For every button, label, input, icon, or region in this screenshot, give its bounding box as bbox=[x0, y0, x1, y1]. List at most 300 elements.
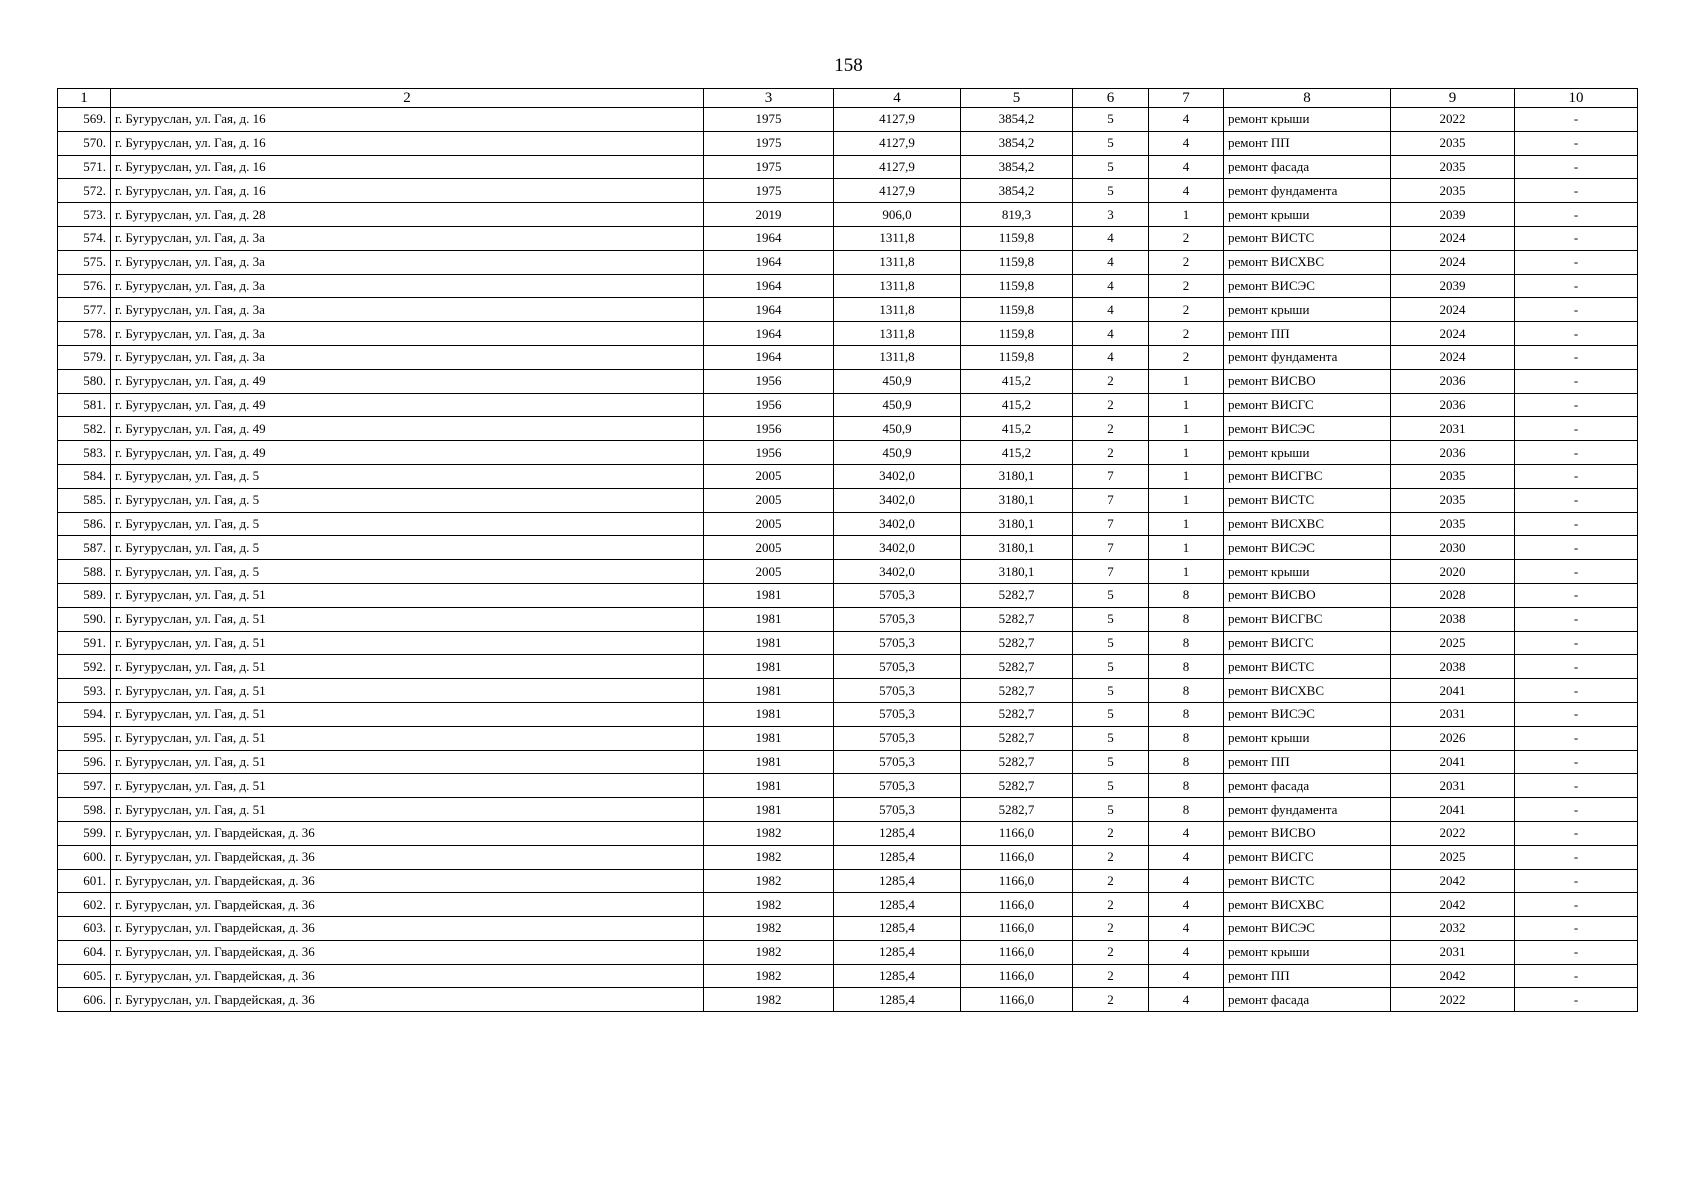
cell-total-area: 5705,3 bbox=[834, 607, 961, 631]
cell-row-number: 604. bbox=[58, 940, 111, 964]
cell-address: г. Бугуруслан, ул. Гая, д. 49 bbox=[111, 369, 704, 393]
cell-total-area: 1285,4 bbox=[834, 893, 961, 917]
cell-row-number: 593. bbox=[58, 679, 111, 703]
cell-build-year: 1981 bbox=[704, 726, 834, 750]
cell-note: - bbox=[1515, 607, 1638, 631]
table-row bbox=[58, 108, 1638, 132]
cell-planned-year: 2031 bbox=[1391, 702, 1515, 726]
cell-entrances: 4 bbox=[1149, 988, 1224, 1012]
cell-planned-year: 2031 bbox=[1391, 417, 1515, 441]
table-row bbox=[58, 917, 1638, 941]
cell-work-type: ремонт ПП bbox=[1224, 964, 1391, 988]
cell-note: - bbox=[1515, 393, 1638, 417]
cell-address: г. Бугуруслан, ул. Гая, д. 3а bbox=[111, 298, 704, 322]
cell-planned-year: 2036 bbox=[1391, 369, 1515, 393]
table-header-row bbox=[58, 89, 1638, 108]
cell-floors: 4 bbox=[1073, 250, 1149, 274]
cell-entrances: 1 bbox=[1149, 560, 1224, 584]
cell-floors: 5 bbox=[1073, 179, 1149, 203]
cell-row-number: 579. bbox=[58, 345, 111, 369]
cell-work-type: ремонт ВИСХВС bbox=[1224, 893, 1391, 917]
cell-address: г. Бугуруслан, ул. Гая, д. 16 bbox=[111, 179, 704, 203]
table-row bbox=[58, 655, 1638, 679]
cell-work-type: ремонт ВИСГВС bbox=[1224, 607, 1391, 631]
cell-work-type: ремонт ПП bbox=[1224, 322, 1391, 346]
cell-row-number: 601. bbox=[58, 869, 111, 893]
cell-build-year: 1975 bbox=[704, 179, 834, 203]
cell-total-area: 5705,3 bbox=[834, 750, 961, 774]
column-header-4: 4 bbox=[834, 89, 961, 108]
cell-total-area: 5705,3 bbox=[834, 631, 961, 655]
cell-row-number: 576. bbox=[58, 274, 111, 298]
cell-entrances: 2 bbox=[1149, 250, 1224, 274]
table-row bbox=[58, 369, 1638, 393]
table-row bbox=[58, 560, 1638, 584]
cell-note: - bbox=[1515, 964, 1638, 988]
cell-floors: 2 bbox=[1073, 417, 1149, 441]
cell-planned-year: 2030 bbox=[1391, 536, 1515, 560]
cell-planned-year: 2042 bbox=[1391, 893, 1515, 917]
cell-row-number: 598. bbox=[58, 798, 111, 822]
cell-entrances: 4 bbox=[1149, 940, 1224, 964]
cell-build-year: 1981 bbox=[704, 702, 834, 726]
cell-work-type: ремонт крыши bbox=[1224, 203, 1391, 227]
cell-entrances: 1 bbox=[1149, 203, 1224, 227]
cell-entrances: 1 bbox=[1149, 441, 1224, 465]
cell-living-area: 3180,1 bbox=[961, 488, 1073, 512]
cell-build-year: 1964 bbox=[704, 322, 834, 346]
cell-build-year: 1981 bbox=[704, 774, 834, 798]
cell-living-area: 5282,7 bbox=[961, 679, 1073, 703]
cell-planned-year: 2041 bbox=[1391, 798, 1515, 822]
table-row bbox=[58, 869, 1638, 893]
cell-floors: 7 bbox=[1073, 464, 1149, 488]
cell-work-type: ремонт ВИСГВС bbox=[1224, 464, 1391, 488]
cell-living-area: 1166,0 bbox=[961, 917, 1073, 941]
cell-floors: 4 bbox=[1073, 274, 1149, 298]
cell-build-year: 2005 bbox=[704, 560, 834, 584]
cell-address: г. Бугуруслан, ул. Гая, д. 51 bbox=[111, 750, 704, 774]
cell-planned-year: 2031 bbox=[1391, 774, 1515, 798]
cell-entrances: 2 bbox=[1149, 322, 1224, 346]
cell-address: г. Бугуруслан, ул. Гвардейская, д. 36 bbox=[111, 940, 704, 964]
cell-address: г. Бугуруслан, ул. Гая, д. 51 bbox=[111, 583, 704, 607]
cell-note: - bbox=[1515, 488, 1638, 512]
table-row bbox=[58, 393, 1638, 417]
cell-note: - bbox=[1515, 441, 1638, 465]
cell-build-year: 1956 bbox=[704, 417, 834, 441]
cell-note: - bbox=[1515, 179, 1638, 203]
cell-total-area: 1285,4 bbox=[834, 917, 961, 941]
cell-living-area: 5282,7 bbox=[961, 702, 1073, 726]
cell-entrances: 1 bbox=[1149, 393, 1224, 417]
cell-build-year: 2019 bbox=[704, 203, 834, 227]
cell-note: - bbox=[1515, 108, 1638, 132]
table-row bbox=[58, 322, 1638, 346]
cell-work-type: ремонт крыши bbox=[1224, 298, 1391, 322]
table-row bbox=[58, 226, 1638, 250]
cell-total-area: 5705,3 bbox=[834, 679, 961, 703]
cell-total-area: 3402,0 bbox=[834, 512, 961, 536]
cell-note: - bbox=[1515, 203, 1638, 227]
cell-living-area: 3854,2 bbox=[961, 108, 1073, 132]
cell-total-area: 4127,9 bbox=[834, 155, 961, 179]
table-row bbox=[58, 583, 1638, 607]
cell-work-type: ремонт ПП bbox=[1224, 750, 1391, 774]
cell-entrances: 4 bbox=[1149, 179, 1224, 203]
cell-note: - bbox=[1515, 131, 1638, 155]
cell-planned-year: 2039 bbox=[1391, 203, 1515, 227]
cell-entrances: 2 bbox=[1149, 298, 1224, 322]
cell-living-area: 3854,2 bbox=[961, 155, 1073, 179]
cell-row-number: 569. bbox=[58, 108, 111, 132]
cell-total-area: 5705,3 bbox=[834, 655, 961, 679]
cell-build-year: 1982 bbox=[704, 964, 834, 988]
cell-entrances: 4 bbox=[1149, 108, 1224, 132]
cell-address: г. Бугуруслан, ул. Гая, д. 16 bbox=[111, 131, 704, 155]
cell-work-type: ремонт ВИСГС bbox=[1224, 845, 1391, 869]
cell-build-year: 1975 bbox=[704, 131, 834, 155]
cell-note: - bbox=[1515, 726, 1638, 750]
cell-entrances: 2 bbox=[1149, 274, 1224, 298]
cell-living-area: 3180,1 bbox=[961, 560, 1073, 584]
cell-build-year: 2005 bbox=[704, 488, 834, 512]
column-header-3: 3 bbox=[704, 89, 834, 108]
table-row bbox=[58, 964, 1638, 988]
cell-address: г. Бугуруслан, ул. Гвардейская, д. 36 bbox=[111, 893, 704, 917]
cell-work-type: ремонт фасада bbox=[1224, 988, 1391, 1012]
cell-floors: 5 bbox=[1073, 702, 1149, 726]
cell-entrances: 8 bbox=[1149, 655, 1224, 679]
cell-build-year: 1981 bbox=[704, 798, 834, 822]
cell-work-type: ремонт ВИСВО bbox=[1224, 583, 1391, 607]
cell-row-number: 588. bbox=[58, 560, 111, 584]
cell-floors: 2 bbox=[1073, 917, 1149, 941]
cell-address: г. Бугуруслан, ул. Гвардейская, д. 36 bbox=[111, 821, 704, 845]
cell-floors: 5 bbox=[1073, 798, 1149, 822]
cell-living-area: 3854,2 bbox=[961, 131, 1073, 155]
cell-total-area: 1311,8 bbox=[834, 322, 961, 346]
cell-entrances: 1 bbox=[1149, 464, 1224, 488]
cell-work-type: ремонт ВИСЭС bbox=[1224, 536, 1391, 560]
cell-build-year: 1981 bbox=[704, 583, 834, 607]
cell-note: - bbox=[1515, 869, 1638, 893]
table-row bbox=[58, 702, 1638, 726]
cell-row-number: 596. bbox=[58, 750, 111, 774]
cell-row-number: 582. bbox=[58, 417, 111, 441]
cell-note: - bbox=[1515, 274, 1638, 298]
cell-work-type: ремонт крыши bbox=[1224, 560, 1391, 584]
cell-build-year: 1982 bbox=[704, 940, 834, 964]
cell-planned-year: 2035 bbox=[1391, 179, 1515, 203]
cell-row-number: 570. bbox=[58, 131, 111, 155]
column-header-5: 5 bbox=[961, 89, 1073, 108]
cell-planned-year: 2035 bbox=[1391, 131, 1515, 155]
cell-living-area: 3180,1 bbox=[961, 464, 1073, 488]
cell-floors: 7 bbox=[1073, 560, 1149, 584]
cell-row-number: 583. bbox=[58, 441, 111, 465]
cell-floors: 5 bbox=[1073, 108, 1149, 132]
cell-work-type: ремонт фасада bbox=[1224, 155, 1391, 179]
table-row bbox=[58, 726, 1638, 750]
cell-total-area: 1285,4 bbox=[834, 821, 961, 845]
cell-floors: 7 bbox=[1073, 512, 1149, 536]
cell-total-area: 4127,9 bbox=[834, 108, 961, 132]
cell-total-area: 450,9 bbox=[834, 369, 961, 393]
cell-planned-year: 2022 bbox=[1391, 988, 1515, 1012]
cell-total-area: 3402,0 bbox=[834, 464, 961, 488]
cell-planned-year: 2032 bbox=[1391, 917, 1515, 941]
cell-floors: 4 bbox=[1073, 345, 1149, 369]
cell-build-year: 1956 bbox=[704, 369, 834, 393]
cell-living-area: 1166,0 bbox=[961, 821, 1073, 845]
cell-entrances: 1 bbox=[1149, 488, 1224, 512]
cell-address: г. Бугуруслан, ул. Гая, д. 16 bbox=[111, 155, 704, 179]
cell-living-area: 819,3 bbox=[961, 203, 1073, 227]
cell-living-area: 5282,7 bbox=[961, 607, 1073, 631]
cell-work-type: ремонт ВИСХВС bbox=[1224, 679, 1391, 703]
cell-living-area: 3180,1 bbox=[961, 512, 1073, 536]
cell-row-number: 600. bbox=[58, 845, 111, 869]
cell-build-year: 2005 bbox=[704, 464, 834, 488]
cell-address: г. Бугуруслан, ул. Гая, д. 51 bbox=[111, 631, 704, 655]
cell-living-area: 1159,8 bbox=[961, 250, 1073, 274]
cell-address: г. Бугуруслан, ул. Гая, д. 51 bbox=[111, 607, 704, 631]
cell-planned-year: 2024 bbox=[1391, 250, 1515, 274]
cell-living-area: 1166,0 bbox=[961, 869, 1073, 893]
cell-entrances: 4 bbox=[1149, 917, 1224, 941]
cell-work-type: ремонт ВИСТС bbox=[1224, 869, 1391, 893]
cell-total-area: 1311,8 bbox=[834, 298, 961, 322]
table-row bbox=[58, 179, 1638, 203]
cell-row-number: 586. bbox=[58, 512, 111, 536]
cell-row-number: 573. bbox=[58, 203, 111, 227]
column-header-2: 2 bbox=[111, 89, 704, 108]
table-row bbox=[58, 298, 1638, 322]
cell-row-number: 574. bbox=[58, 226, 111, 250]
cell-living-area: 5282,7 bbox=[961, 750, 1073, 774]
cell-note: - bbox=[1515, 750, 1638, 774]
cell-planned-year: 2042 bbox=[1391, 869, 1515, 893]
cell-work-type: ремонт фасада bbox=[1224, 774, 1391, 798]
cell-living-area: 415,2 bbox=[961, 417, 1073, 441]
cell-entrances: 2 bbox=[1149, 226, 1224, 250]
cell-total-area: 450,9 bbox=[834, 417, 961, 441]
table-row bbox=[58, 155, 1638, 179]
cell-work-type: ремонт фундамента bbox=[1224, 798, 1391, 822]
cell-living-area: 1159,8 bbox=[961, 298, 1073, 322]
table-row bbox=[58, 821, 1638, 845]
cell-row-number: 578. bbox=[58, 322, 111, 346]
cell-build-year: 2005 bbox=[704, 512, 834, 536]
cell-living-area: 1159,8 bbox=[961, 274, 1073, 298]
cell-entrances: 4 bbox=[1149, 131, 1224, 155]
cell-living-area: 415,2 bbox=[961, 369, 1073, 393]
cell-address: г. Бугуруслан, ул. Гая, д. 49 bbox=[111, 441, 704, 465]
cell-floors: 2 bbox=[1073, 869, 1149, 893]
table-row bbox=[58, 798, 1638, 822]
cell-build-year: 1981 bbox=[704, 631, 834, 655]
cell-build-year: 1982 bbox=[704, 821, 834, 845]
cell-note: - bbox=[1515, 917, 1638, 941]
cell-address: г. Бугуруслан, ул. Гая, д. 3а bbox=[111, 250, 704, 274]
column-header-10: 10 bbox=[1515, 89, 1638, 108]
cell-address: г. Бугуруслан, ул. Гая, д. 49 bbox=[111, 393, 704, 417]
table-row bbox=[58, 417, 1638, 441]
cell-note: - bbox=[1515, 512, 1638, 536]
table-row bbox=[58, 536, 1638, 560]
cell-note: - bbox=[1515, 226, 1638, 250]
table-row bbox=[58, 488, 1638, 512]
column-header-1: 1 bbox=[58, 89, 111, 108]
column-header-9: 9 bbox=[1391, 89, 1515, 108]
cell-entrances: 1 bbox=[1149, 512, 1224, 536]
cell-build-year: 1964 bbox=[704, 345, 834, 369]
cell-total-area: 1285,4 bbox=[834, 845, 961, 869]
cell-total-area: 5705,3 bbox=[834, 798, 961, 822]
cell-row-number: 581. bbox=[58, 393, 111, 417]
cell-note: - bbox=[1515, 560, 1638, 584]
cell-total-area: 450,9 bbox=[834, 441, 961, 465]
cell-living-area: 3180,1 bbox=[961, 536, 1073, 560]
cell-total-area: 3402,0 bbox=[834, 536, 961, 560]
cell-address: г. Бугуруслан, ул. Гая, д. 51 bbox=[111, 798, 704, 822]
cell-floors: 5 bbox=[1073, 750, 1149, 774]
cell-row-number: 590. bbox=[58, 607, 111, 631]
cell-living-area: 5282,7 bbox=[961, 798, 1073, 822]
cell-floors: 2 bbox=[1073, 964, 1149, 988]
cell-total-area: 5705,3 bbox=[834, 726, 961, 750]
cell-planned-year: 2024 bbox=[1391, 298, 1515, 322]
table-row bbox=[58, 441, 1638, 465]
cell-living-area: 1159,8 bbox=[961, 345, 1073, 369]
cell-work-type: ремонт ВИСТС bbox=[1224, 488, 1391, 512]
cell-build-year: 1982 bbox=[704, 869, 834, 893]
cell-planned-year: 2024 bbox=[1391, 345, 1515, 369]
cell-build-year: 1982 bbox=[704, 917, 834, 941]
cell-total-area: 5705,3 bbox=[834, 774, 961, 798]
cell-row-number: 585. bbox=[58, 488, 111, 512]
cell-address: г. Бугуруслан, ул. Гвардейская, д. 36 bbox=[111, 964, 704, 988]
cell-row-number: 577. bbox=[58, 298, 111, 322]
cell-work-type: ремонт ВИСХВС bbox=[1224, 250, 1391, 274]
cell-note: - bbox=[1515, 702, 1638, 726]
cell-work-type: ремонт фундамента bbox=[1224, 179, 1391, 203]
cell-floors: 5 bbox=[1073, 726, 1149, 750]
cell-row-number: 592. bbox=[58, 655, 111, 679]
cell-planned-year: 2025 bbox=[1391, 845, 1515, 869]
cell-total-area: 1285,4 bbox=[834, 988, 961, 1012]
cell-note: - bbox=[1515, 369, 1638, 393]
cell-total-area: 1311,8 bbox=[834, 345, 961, 369]
table-row bbox=[58, 203, 1638, 227]
cell-note: - bbox=[1515, 155, 1638, 179]
cell-living-area: 1159,8 bbox=[961, 322, 1073, 346]
cell-work-type: ремонт ВИСГС bbox=[1224, 393, 1391, 417]
cell-entrances: 8 bbox=[1149, 750, 1224, 774]
cell-address: г. Бугуруслан, ул. Гая, д. 16 bbox=[111, 108, 704, 132]
table-row bbox=[58, 988, 1638, 1012]
cell-row-number: 606. bbox=[58, 988, 111, 1012]
cell-planned-year: 2025 bbox=[1391, 631, 1515, 655]
cell-floors: 4 bbox=[1073, 298, 1149, 322]
table-row bbox=[58, 345, 1638, 369]
cell-entrances: 8 bbox=[1149, 679, 1224, 703]
cell-note: - bbox=[1515, 631, 1638, 655]
cell-living-area: 1159,8 bbox=[961, 226, 1073, 250]
cell-note: - bbox=[1515, 536, 1638, 560]
cell-work-type: ремонт ВИСЭС bbox=[1224, 417, 1391, 441]
cell-note: - bbox=[1515, 893, 1638, 917]
cell-floors: 2 bbox=[1073, 821, 1149, 845]
cell-entrances: 4 bbox=[1149, 893, 1224, 917]
cell-work-type: ремонт ВИСТС bbox=[1224, 655, 1391, 679]
cell-note: - bbox=[1515, 845, 1638, 869]
cell-address: г. Бугуруслан, ул. Гвардейская, д. 36 bbox=[111, 869, 704, 893]
table-row bbox=[58, 464, 1638, 488]
cell-floors: 2 bbox=[1073, 441, 1149, 465]
table-row bbox=[58, 893, 1638, 917]
table-body bbox=[58, 108, 1638, 1012]
cell-row-number: 591. bbox=[58, 631, 111, 655]
cell-row-number: 599. bbox=[58, 821, 111, 845]
cell-total-area: 906,0 bbox=[834, 203, 961, 227]
cell-work-type: ремонт ВИСВО bbox=[1224, 369, 1391, 393]
table-row bbox=[58, 679, 1638, 703]
cell-planned-year: 2041 bbox=[1391, 750, 1515, 774]
cell-total-area: 5705,3 bbox=[834, 583, 961, 607]
table-row bbox=[58, 250, 1638, 274]
cell-row-number: 597. bbox=[58, 774, 111, 798]
cell-planned-year: 2038 bbox=[1391, 607, 1515, 631]
cell-floors: 5 bbox=[1073, 631, 1149, 655]
column-header-6: 6 bbox=[1073, 89, 1149, 108]
cell-build-year: 1956 bbox=[704, 441, 834, 465]
cell-work-type: ремонт ВИСГС bbox=[1224, 631, 1391, 655]
cell-planned-year: 2039 bbox=[1391, 274, 1515, 298]
cell-living-area: 5282,7 bbox=[961, 655, 1073, 679]
cell-row-number: 587. bbox=[58, 536, 111, 560]
cell-entrances: 1 bbox=[1149, 536, 1224, 560]
cell-total-area: 1311,8 bbox=[834, 250, 961, 274]
cell-address: г. Бугуруслан, ул. Гая, д. 5 bbox=[111, 512, 704, 536]
cell-work-type: ремонт ПП bbox=[1224, 131, 1391, 155]
table-row bbox=[58, 631, 1638, 655]
cell-address: г. Бугуруслан, ул. Гая, д. 5 bbox=[111, 536, 704, 560]
cell-total-area: 1311,8 bbox=[834, 274, 961, 298]
cell-entrances: 8 bbox=[1149, 607, 1224, 631]
cell-floors: 5 bbox=[1073, 607, 1149, 631]
cell-row-number: 602. bbox=[58, 893, 111, 917]
cell-work-type: ремонт крыши bbox=[1224, 940, 1391, 964]
cell-note: - bbox=[1515, 774, 1638, 798]
cell-address: г. Бугуруслан, ул. Гая, д. 28 bbox=[111, 203, 704, 227]
cell-address: г. Бугуруслан, ул. Гая, д. 49 bbox=[111, 417, 704, 441]
cell-note: - bbox=[1515, 322, 1638, 346]
cell-work-type: ремонт ВИСЭС bbox=[1224, 917, 1391, 941]
cell-entrances: 2 bbox=[1149, 345, 1224, 369]
cell-planned-year: 2035 bbox=[1391, 512, 1515, 536]
cell-total-area: 4127,9 bbox=[834, 179, 961, 203]
table-row bbox=[58, 512, 1638, 536]
cell-address: г. Бугуруслан, ул. Гвардейская, д. 36 bbox=[111, 845, 704, 869]
cell-address: г. Бугуруслан, ул. Гая, д. 5 bbox=[111, 488, 704, 512]
cell-entrances: 4 bbox=[1149, 821, 1224, 845]
column-header-7: 7 bbox=[1149, 89, 1224, 108]
cell-planned-year: 2020 bbox=[1391, 560, 1515, 584]
cell-entrances: 1 bbox=[1149, 369, 1224, 393]
cell-floors: 7 bbox=[1073, 536, 1149, 560]
